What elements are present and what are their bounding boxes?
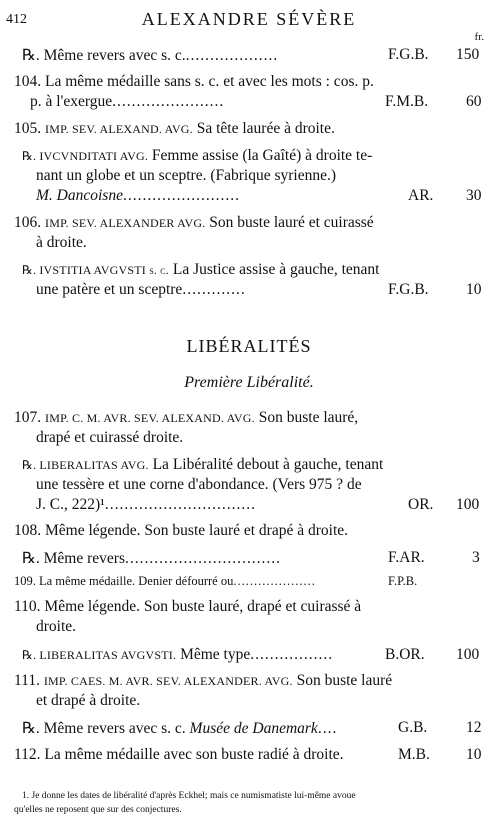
entry-line: drapé et cuirassé droite. bbox=[36, 429, 184, 446]
currency-label: fr. bbox=[474, 31, 484, 43]
entry-line: 109. La même médaille. Denier défourré ou.................... bbox=[14, 574, 316, 588]
entry-line: J. C., 222)¹............................... bbox=[36, 496, 256, 513]
footnote-line: 1. Je donne les dates de libéralité d'après Eckhel; mais ce numismatiste lui-même avoue bbox=[22, 791, 356, 801]
entry-line: et drapé à droite. bbox=[36, 692, 141, 709]
entry-line: ℞. LIBERALITAS AVG. La Libéralité debout à gauche, tenant bbox=[22, 456, 384, 473]
section-subtitle: Première Libéralité. bbox=[184, 374, 314, 391]
entry-grade: F.AR. bbox=[388, 549, 425, 566]
entry-line: 105. IMP. SEV. ALEXAND. AVG. Sa tête laurée à droite. bbox=[14, 120, 335, 137]
entry-grade: F.M.B. bbox=[385, 93, 429, 110]
entry-line: 107. IMP. C. M. AVR. SEV. ALEXAND. AVG. Son buste lauré, bbox=[14, 409, 359, 426]
entry-price: 150 bbox=[456, 46, 480, 63]
entry-price: 10 bbox=[466, 746, 482, 763]
entry-grade: G.B. bbox=[398, 719, 428, 736]
entry-grade: F.G.B. bbox=[388, 281, 429, 298]
entry-line: ℞. IVSTITIA AVGVSTI s. c. La Justice assise à gauche, tenant bbox=[22, 261, 380, 278]
page-number: 412 bbox=[6, 12, 27, 27]
entry-price: 100 bbox=[456, 496, 480, 513]
entry-line: ℞. Même revers avec s. c. Musée de Danemark.... bbox=[22, 720, 338, 737]
entry-price: 12 bbox=[466, 719, 482, 736]
entry-line: nant un globe et un sceptre. (Fabrique syrienne.) bbox=[36, 167, 337, 184]
entry-line: 108. Même légende. Son buste lauré et drapé à droite. bbox=[14, 522, 348, 539]
page-title: ALEXANDRE SÉVÈRE bbox=[141, 9, 357, 29]
entry-line: ℞. Même revers avec s. c.................... bbox=[22, 47, 279, 64]
entry-grade: B.OR. bbox=[385, 646, 425, 663]
entry-line: 104. La même médaille sans s. c. et avec les mots : cos. p. bbox=[14, 73, 374, 90]
entry-line: ℞. LIBERALITAS AVGVSTI. Même type................. bbox=[22, 646, 334, 663]
section-title: LIBÉRALITÉS bbox=[186, 336, 312, 356]
entry-grade: F.G.B. bbox=[388, 46, 429, 63]
entry-line: M. Dancoisne........................ bbox=[36, 187, 240, 204]
footnote-line: qu'elles ne reposent que sur des conjectures. bbox=[14, 805, 182, 815]
entry-line: une tessère et une corne d'abondance. (Vers 975 ? de bbox=[36, 476, 362, 493]
entry-price: 60 bbox=[466, 93, 482, 110]
entry-grade: F.P.B. bbox=[388, 574, 418, 588]
entry-line: 112. La même médaille avec son buste radié à droite. bbox=[14, 746, 344, 763]
entry-line: 111. IMP. CAES. M. AVR. SEV. ALEXANDER. AVG. Son buste lauré bbox=[14, 672, 393, 689]
entry-line: 106. IMP. SEV. ALEXANDER AVG. Son buste lauré et cuirassé bbox=[14, 214, 374, 231]
entry-grade: M.B. bbox=[398, 746, 430, 763]
entry-price: 30 bbox=[466, 187, 482, 204]
entry-grade: OR. bbox=[408, 496, 434, 513]
entry-line: p. à l'exergue....................... bbox=[30, 93, 225, 110]
entry-price: 3 bbox=[472, 549, 480, 566]
entry-line: droite. bbox=[36, 618, 77, 635]
entry-line: à droite. bbox=[36, 234, 87, 251]
entry-line: 110. Même légende. Son buste lauré, drapé et cuirassé à bbox=[14, 598, 362, 615]
entry-line: ℞. Même revers................................ bbox=[22, 550, 281, 567]
entry-line: une patère et un sceptre............. bbox=[36, 281, 246, 298]
entry-price: 10 bbox=[466, 281, 482, 298]
entry-grade: AR. bbox=[408, 187, 434, 204]
entry-line: ℞. IVCVNDITATI AVG. Femme assise (la Gaîté) à droite te- bbox=[22, 147, 373, 164]
entry-price: 100 bbox=[456, 646, 480, 663]
